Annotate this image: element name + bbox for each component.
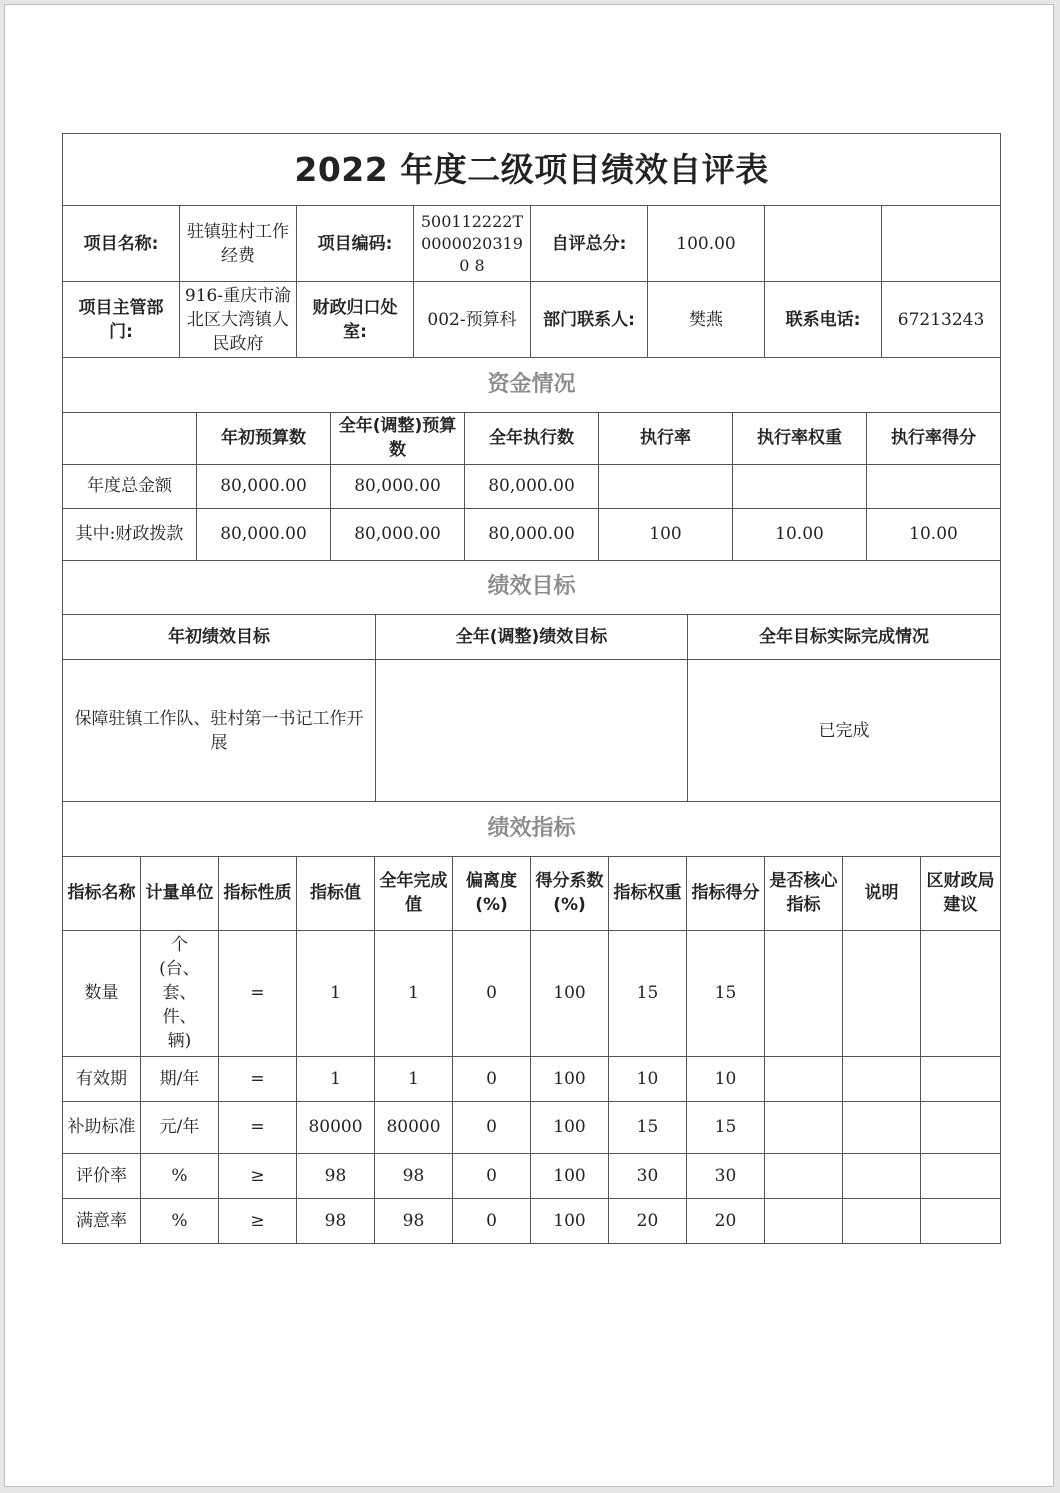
indicator-header: 指标名称 <box>63 856 141 930</box>
indicator-score: 20 <box>687 1198 765 1243</box>
goals-header: 年初绩效目标 <box>63 615 376 660</box>
funds-row-label: 其中:财政拨款 <box>63 508 197 560</box>
indicator-nature: ≥ <box>219 1153 297 1198</box>
initial-goal: 保障驻镇工作队、驻村第一书记工作开展 <box>63 660 376 802</box>
indicator-header: 偏离度(%) <box>453 856 531 930</box>
indicator-deviation: 0 <box>453 1153 531 1198</box>
indicator-advice <box>921 1153 1001 1198</box>
indicator-core <box>765 1153 843 1198</box>
funds-cell <box>599 464 733 508</box>
info-table <box>62 133 1001 358</box>
funds-cell: 10.00 <box>867 508 1001 560</box>
actual-completion: 已完成 <box>688 660 1001 802</box>
finance-value: 002-预算科 <box>414 282 531 358</box>
indicator-unit: 元/年 <box>141 1101 219 1153</box>
project-code-label: 项目编码: <box>297 206 414 282</box>
funds-cell: 80,000.00 <box>197 464 331 508</box>
indicator-done: 98 <box>375 1153 453 1198</box>
indicator-done: 80000 <box>375 1101 453 1153</box>
indicator-coefficient: 100 <box>531 1056 609 1101</box>
indicator-header: 全年完成值 <box>375 856 453 930</box>
funds-row-label: 年度总金额 <box>63 464 197 508</box>
indicator-name: 满意率 <box>63 1198 141 1243</box>
indicator-done: 98 <box>375 1198 453 1243</box>
funds-cell: 80,000.00 <box>465 508 599 560</box>
funds-header: 执行率 <box>599 412 733 464</box>
empty-cell <box>765 206 882 282</box>
indicator-weight: 30 <box>609 1153 687 1198</box>
funds-cell <box>867 464 1001 508</box>
dept-value: 916-重庆市渝北区大湾镇人民政府 <box>180 282 297 358</box>
indicator-target: 1 <box>297 930 375 1056</box>
table-row <box>63 1198 1001 1243</box>
indicator-target: 1 <box>297 1056 375 1101</box>
goals-section-title: 绩效目标 <box>63 561 1001 615</box>
funds-cell: 80,000.00 <box>331 508 465 560</box>
indicator-coefficient: 100 <box>531 1153 609 1198</box>
indicator-target: 98 <box>297 1153 375 1198</box>
indicator-header: 指标得分 <box>687 856 765 930</box>
indicator-weight: 15 <box>609 1101 687 1153</box>
form-title: 2022 年度二级项目绩效自评表 <box>63 134 1001 206</box>
indicator-note <box>843 930 921 1056</box>
indicator-header: 说明 <box>843 856 921 930</box>
goals-header: 全年目标实际完成情况 <box>688 615 1001 660</box>
indicator-advice <box>921 1101 1001 1153</box>
indicator-name: 数量 <box>63 930 141 1056</box>
indicator-weight: 10 <box>609 1056 687 1101</box>
indicator-score: 30 <box>687 1153 765 1198</box>
indicator-advice <box>921 1056 1001 1101</box>
indicator-done: 1 <box>375 930 453 1056</box>
goals-table <box>62 561 1001 803</box>
indicator-deviation: 0 <box>453 1198 531 1243</box>
indicator-header: 指标值 <box>297 856 375 930</box>
indicators-section-title: 绩效指标 <box>63 802 1001 856</box>
indicator-target: 80000 <box>297 1101 375 1153</box>
funds-header: 执行率权重 <box>733 412 867 464</box>
indicator-coefficient: 100 <box>531 930 609 1056</box>
indicator-score: 10 <box>687 1056 765 1101</box>
indicator-deviation: 0 <box>453 1101 531 1153</box>
indicator-header: 指标性质 <box>219 856 297 930</box>
indicator-nature: ≥ <box>219 1198 297 1243</box>
indicator-target: 98 <box>297 1198 375 1243</box>
document-page <box>4 4 1054 1487</box>
phone-value: 67213243 <box>882 282 1001 358</box>
table-row <box>63 930 1001 1056</box>
empty-header-cell <box>63 412 197 464</box>
indicator-note <box>843 1056 921 1101</box>
score-label: 自评总分: <box>531 206 648 282</box>
table-row <box>63 1101 1001 1153</box>
project-code-value: 500112222T00000203190 8 <box>414 206 531 282</box>
indicator-weight: 15 <box>609 930 687 1056</box>
empty-cell <box>882 206 1001 282</box>
indicator-core <box>765 930 843 1056</box>
indicator-nature: = <box>219 930 297 1056</box>
goals-header: 全年(调整)绩效目标 <box>376 615 688 660</box>
evaluation-form <box>62 133 1000 1244</box>
adjusted-goal <box>376 660 688 802</box>
indicator-unit: 期/年 <box>141 1056 219 1101</box>
indicator-weight: 20 <box>609 1198 687 1243</box>
indicator-nature: = <box>219 1101 297 1153</box>
indicators-table <box>62 802 1001 1244</box>
indicator-header: 得分系数(%) <box>531 856 609 930</box>
project-name-value: 驻镇驻村工作经费 <box>180 206 297 282</box>
project-name-label: 项目名称: <box>63 206 180 282</box>
funds-header: 执行率得分 <box>867 412 1001 464</box>
indicator-core <box>765 1101 843 1153</box>
indicator-deviation: 0 <box>453 930 531 1056</box>
indicator-name: 补助标准 <box>63 1101 141 1153</box>
indicator-name: 有效期 <box>63 1056 141 1101</box>
contact-label: 部门联系人: <box>531 282 648 358</box>
table-row <box>63 1056 1001 1101</box>
indicator-unit: 个(台、套、件、辆) <box>141 930 219 1056</box>
funds-cell: 10.00 <box>733 508 867 560</box>
indicator-unit: % <box>141 1198 219 1243</box>
indicator-header: 指标权重 <box>609 856 687 930</box>
funds-cell: 80,000.00 <box>465 464 599 508</box>
indicator-deviation: 0 <box>453 1056 531 1101</box>
indicator-unit: % <box>141 1153 219 1198</box>
funds-cell: 100 <box>599 508 733 560</box>
indicator-note <box>843 1101 921 1153</box>
indicator-advice <box>921 930 1001 1056</box>
funds-table <box>62 358 1001 561</box>
funds-cell: 80,000.00 <box>331 464 465 508</box>
funds-header: 年初预算数 <box>197 412 331 464</box>
contact-value: 樊燕 <box>648 282 765 358</box>
indicator-coefficient: 100 <box>531 1101 609 1153</box>
indicator-header: 区财政局建议 <box>921 856 1001 930</box>
indicator-name: 评价率 <box>63 1153 141 1198</box>
indicator-note <box>843 1198 921 1243</box>
indicator-score: 15 <box>687 930 765 1056</box>
funds-header: 全年(调整)预算数 <box>331 412 465 464</box>
score-value: 100.00 <box>648 206 765 282</box>
indicator-header: 是否核心指标 <box>765 856 843 930</box>
finance-label: 财政归口处室: <box>297 282 414 358</box>
funds-cell <box>733 464 867 508</box>
indicator-core <box>765 1056 843 1101</box>
indicator-advice <box>921 1198 1001 1243</box>
indicator-nature: = <box>219 1056 297 1101</box>
funds-header: 全年执行数 <box>465 412 599 464</box>
indicator-core <box>765 1198 843 1243</box>
funds-cell: 80,000.00 <box>197 508 331 560</box>
indicator-coefficient: 100 <box>531 1198 609 1243</box>
indicator-header: 计量单位 <box>141 856 219 930</box>
indicator-score: 15 <box>687 1101 765 1153</box>
indicator-done: 1 <box>375 1056 453 1101</box>
phone-label: 联系电话: <box>765 282 882 358</box>
table-row <box>63 1153 1001 1198</box>
indicator-note <box>843 1153 921 1198</box>
funds-section-title: 资金情况 <box>63 358 1001 412</box>
dept-label: 项目主管部门: <box>63 282 180 358</box>
